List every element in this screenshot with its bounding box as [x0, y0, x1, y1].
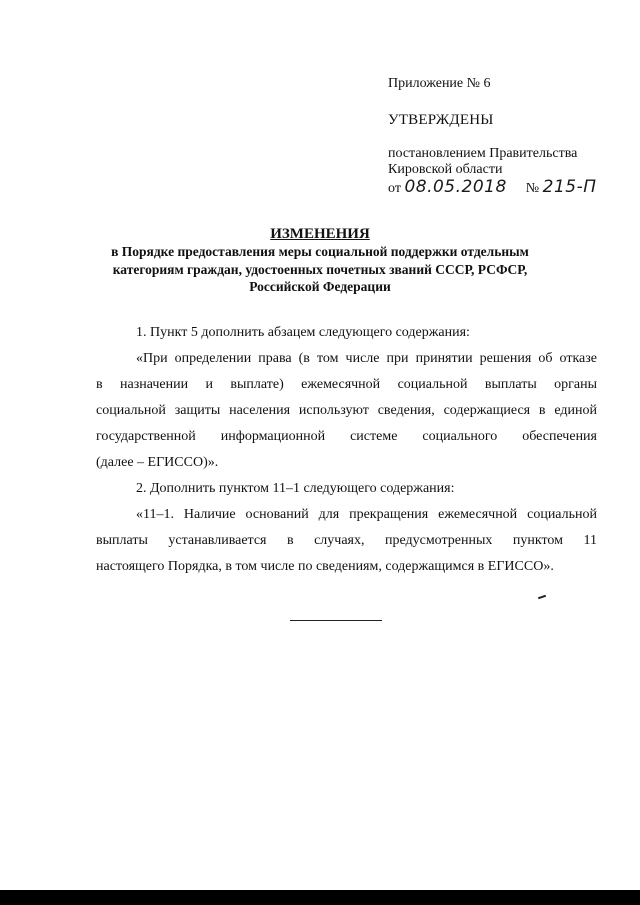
- item-2-heading: 2. Дополнить пунктом 11–1 следующего содержания:: [136, 481, 455, 496]
- approved-heading: УТВЕРЖДЕНЫ: [388, 112, 494, 128]
- scan-speck: [538, 595, 546, 600]
- handwritten-date: 08.05.2018: [404, 177, 507, 197]
- end-separator-line: [290, 620, 382, 621]
- subtitle-line: категориям граждан, удостоенных почетных званий СССР, РСФСР,: [112, 261, 528, 277]
- paragraph-line: «11–1. Наличие оснований для прекращения ежемесячной социальной: [136, 507, 597, 522]
- decree-date-number: [388, 176, 597, 200]
- document-body: [96, 320, 597, 580]
- scan-bottom-band: [0, 890, 640, 905]
- document-title: ИЗМЕНЕНИЯ: [270, 226, 370, 242]
- item-1-heading: 1. Пункт 5 дополнить абзацем следующего содержания:: [136, 325, 470, 340]
- document-subtitle: [100, 243, 540, 296]
- paragraph-line: социальной защиты населения используют сведения, содержащиеся в единой: [96, 403, 597, 418]
- paragraph-line: государственной информационной системе социального обеспечения: [96, 429, 597, 444]
- paragraph-line: в назначении и выплате) ежемесячной социальной выплаты органы: [96, 377, 597, 392]
- decree-line-2: Кировской области: [388, 162, 503, 177]
- paragraph-line: выплаты устанавливается в случаях, предусмотренных пунктом 11: [96, 533, 597, 548]
- subtitle-line: в Порядке предоставления меры социальной поддержки отдельным: [111, 244, 529, 259]
- paragraph-line: (далее – ЕГИССО)».: [96, 455, 219, 470]
- appendix-label: Приложение № 6: [388, 76, 491, 91]
- number-prefix: №: [525, 181, 540, 196]
- handwritten-number: 215-П: [542, 177, 597, 197]
- decree-line-1: постановлением Правительства: [388, 146, 578, 161]
- paragraph-line: «При определении права (в том числе при принятии решения об отказе: [136, 351, 597, 366]
- date-prefix: от: [388, 181, 401, 196]
- subtitle-line: Российской Федерации: [249, 279, 391, 294]
- paragraph-line: настоящего Порядка, в том числе по сведениям, содержащимся в ЕГИССО».: [96, 559, 554, 574]
